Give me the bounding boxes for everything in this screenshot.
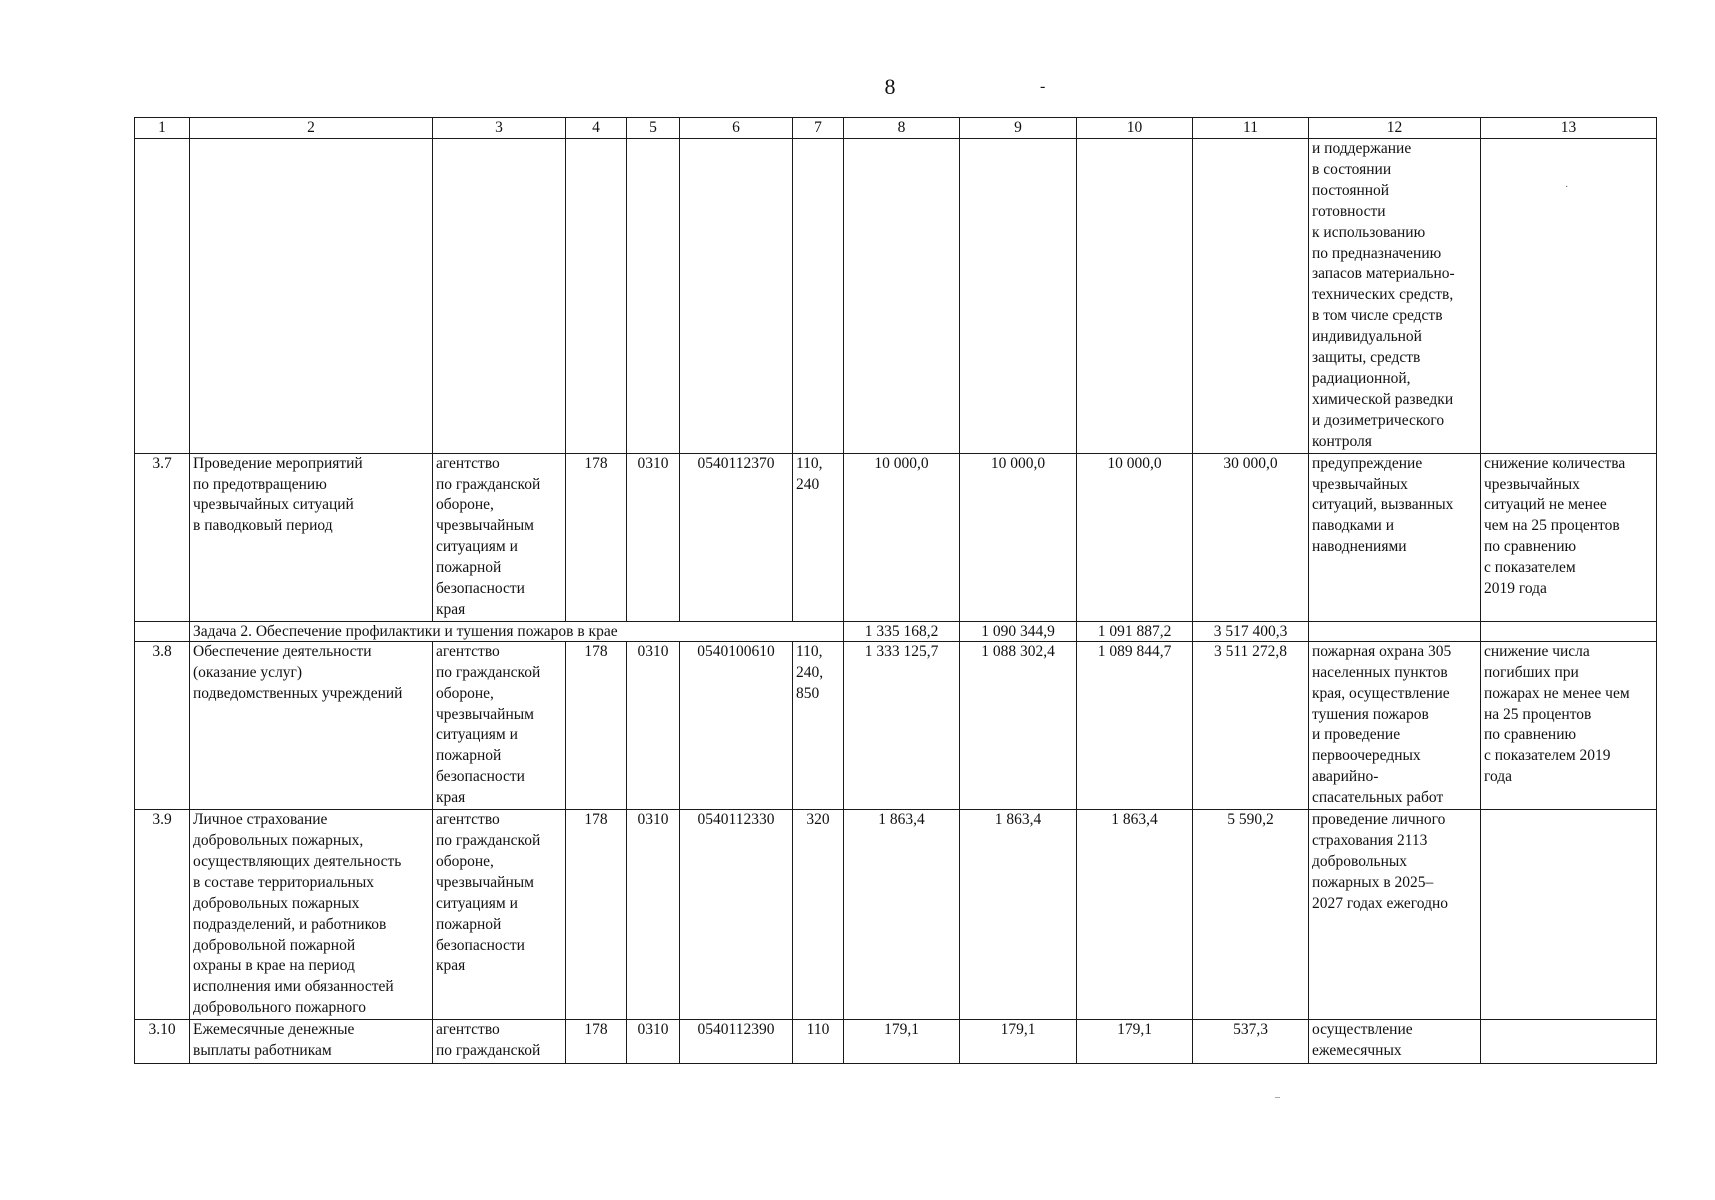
result-cell: пожарная охрана 305 населенных пунктов края, осуществление тушения пожаров и проведение первоочередных аварийно- спасательных работ	[1309, 641, 1481, 809]
table-row-3-7	[135, 453, 1657, 621]
year-2025-cell: 1 335 168,2	[844, 621, 960, 641]
vr-cell: 110	[793, 1020, 844, 1064]
col-header-9: 9	[960, 118, 1077, 139]
table-row-task-2	[135, 621, 1657, 641]
page-dash: -	[1040, 78, 1046, 95]
result-cell: предупреждение чрезвычайных ситуаций, вызванных паводками и наводнениями	[1309, 453, 1481, 621]
col-header-6: 6	[680, 118, 793, 139]
vr-cell: 110, 240	[793, 453, 844, 621]
year-2025-cell: 10 000,0	[844, 453, 960, 621]
col-header-13: 13	[1481, 118, 1657, 139]
total-cell: 537,3	[1193, 1020, 1309, 1064]
csr-cell: 0540112370	[680, 453, 793, 621]
col-header-4: 4	[566, 118, 627, 139]
grbs-cell: 178	[566, 810, 627, 1020]
column-number-row	[135, 118, 1657, 139]
rzpr-cell: 0310	[627, 453, 680, 621]
col-header-1: 1	[135, 118, 190, 139]
grbs-cell: 178	[566, 641, 627, 809]
measure-name: Обеспечение деятельности (оказание услуг) подведомственных учреждений	[190, 641, 433, 809]
vr-cell: 110, 240, 850	[793, 641, 844, 809]
table-row-continuation	[135, 139, 1657, 454]
agency-cell: агентство по гражданской	[433, 1020, 566, 1064]
total-cell: 30 000,0	[1193, 453, 1309, 621]
col-header-8: 8	[844, 118, 960, 139]
agency-cell: агентство по гражданской обороне, чрезвычайным ситуациям и пожарной безопасности края	[433, 810, 566, 1020]
total-cell: 3 511 272,8	[1193, 641, 1309, 809]
col-header-2: 2	[190, 118, 433, 139]
indicator-cell: снижение числа погибших при пожарах не менее чем на 25 процентов по сравнению с показателем 2019 года	[1481, 641, 1657, 809]
year-2025-cell: 1 863,4	[844, 810, 960, 1020]
row-number: 3.8	[135, 641, 190, 809]
csr-cell: 0540112390	[680, 1020, 793, 1064]
result-cell: проведение личного страхования 2113 добровольных пожарных в 2025– 2027 годах ежегодно	[1309, 810, 1481, 1020]
year-2025-cell: 1 333 125,7	[844, 641, 960, 809]
row-number: 3.9	[135, 810, 190, 1020]
measure-name: Личное страхование добровольных пожарных, осуществляющих деятельность в составе территориальных добровольных пожарных подразделений, и работников добровольной пожарной охраны в крае на период исполнения ими обязанностей добровольного пожарного	[190, 810, 433, 1020]
grbs-cell: 178	[566, 453, 627, 621]
page-number: 8	[884, 74, 896, 99]
scan-speck: –	[1275, 1092, 1280, 1103]
agency-cell: агентство по гражданской обороне, чрезвычайным ситуациям и пожарной безопасности края	[433, 641, 566, 809]
total-cell: 5 590,2	[1193, 810, 1309, 1020]
year-2027-cell: 1 091 887,2	[1077, 621, 1193, 641]
table-row-3-10	[135, 1020, 1657, 1064]
col-header-10: 10	[1077, 118, 1193, 139]
measure-name: Проведение мероприятий по предотвращению чрезвычайных ситуаций в паводковый период	[190, 453, 433, 621]
rzpr-cell: 0310	[627, 810, 680, 1020]
result-cell: и поддержание в состоянии постоянной готовности к использованию по предназначению запасов материально- технических средств, в том числе средств индивидуальной защиты, средств радиационной, химической разведки и дозиметрического контроля	[1309, 139, 1481, 454]
year-2026-cell: 1 088 302,4	[960, 641, 1077, 809]
rzpr-cell: 0310	[627, 1020, 680, 1064]
measure-name: Ежемесячные денежные выплаты работникам	[190, 1020, 433, 1064]
result-cell: осуществление ежемесячных	[1309, 1020, 1481, 1064]
col-header-7: 7	[793, 118, 844, 139]
row-number: 3.7	[135, 453, 190, 621]
total-cell: 3 517 400,3	[1193, 621, 1309, 641]
year-2025-cell: 179,1	[844, 1020, 960, 1064]
table-row-3-8	[135, 641, 1657, 809]
csr-cell: 0540100610	[680, 641, 793, 809]
csr-cell: 0540112330	[680, 810, 793, 1020]
year-2027-cell: 10 000,0	[1077, 453, 1193, 621]
scan-speck: ·	[1565, 182, 1569, 193]
table-row-3-9	[135, 810, 1657, 1020]
col-header-3: 3	[433, 118, 566, 139]
row-number: 3.10	[135, 1020, 190, 1064]
indicator-cell: снижение количества чрезвычайных ситуаций не менее чем на 25 процентов по сравнению с показателем 2019 года	[1481, 453, 1657, 621]
indicator-cell	[1481, 1020, 1657, 1064]
year-2026-cell: 10 000,0	[960, 453, 1077, 621]
agency-cell: агентство по гражданской обороне, чрезвычайным ситуациям и пожарной безопасности края	[433, 453, 566, 621]
year-2027-cell: 1 863,4	[1077, 810, 1193, 1020]
indicator-cell	[1481, 810, 1657, 1020]
col-header-5: 5	[627, 118, 680, 139]
year-2026-cell: 179,1	[960, 1020, 1077, 1064]
year-2027-cell: 1 089 844,7	[1077, 641, 1193, 809]
col-header-11: 11	[1193, 118, 1309, 139]
task-title: Задача 2. Обеспечение профилактики и тушения пожаров в крае	[190, 621, 844, 641]
rzpr-cell: 0310	[627, 641, 680, 809]
col-header-12: 12	[1309, 118, 1481, 139]
program-measures-table	[134, 117, 1657, 1064]
year-2027-cell: 179,1	[1077, 1020, 1193, 1064]
year-2026-cell: 1 863,4	[960, 810, 1077, 1020]
grbs-cell: 178	[566, 1020, 627, 1064]
vr-cell: 320	[793, 810, 844, 1020]
year-2026-cell: 1 090 344,9	[960, 621, 1077, 641]
